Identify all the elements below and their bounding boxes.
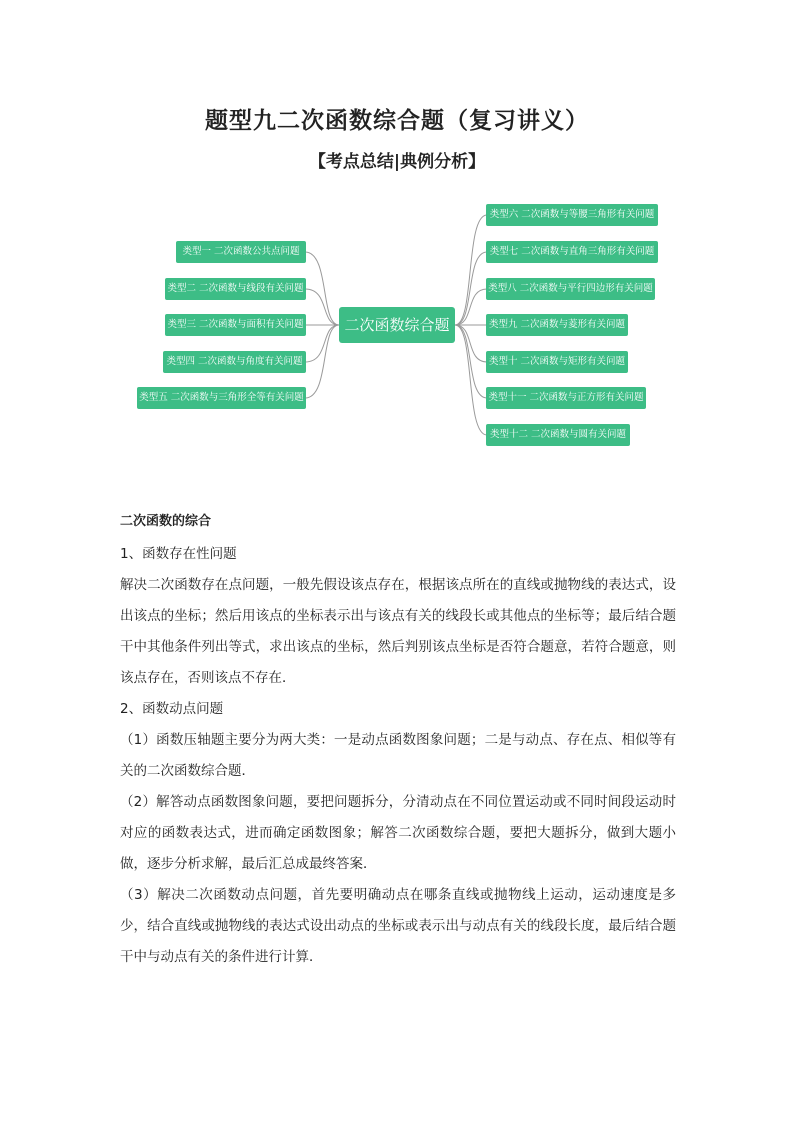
section-2-title: 2、函数动点问题 xyxy=(120,701,224,717)
page-subtitle: 【考点总结|典例分析】 xyxy=(308,152,486,172)
connector-right-3 xyxy=(455,289,487,325)
connector-left-4 xyxy=(305,325,339,362)
page-title: 题型九二次函数综合题（复习讲义） xyxy=(205,108,589,134)
mind-map-node-right-6: 类型十一 二次函数与正方形有关问题 xyxy=(486,387,646,409)
connector-right-7 xyxy=(455,325,487,435)
mind-map-node-right-4: 类型九 二次函数与菱形有关问题 xyxy=(486,314,628,336)
mind-map-node-right-7: 类型十二 二次函数与圆有关问题 xyxy=(486,424,630,446)
connector-right-5 xyxy=(455,325,487,362)
section-2-paragraph-1: （1）函数压轴题主要分为两大类：一是动点函数图象问题；二是与动点、存在点、相似等有关的二次函数综合题． xyxy=(120,732,676,779)
mind-map-node-left-1: 类型一 二次函数公共点问题 xyxy=(176,241,306,263)
section-heading: 二次函数的综合 xyxy=(120,514,212,529)
connector-right-1 xyxy=(455,215,487,325)
mind-map-node-right-5: 类型十 二次函数与矩形有关问题 xyxy=(486,351,628,373)
connector-left-2 xyxy=(305,289,339,325)
mind-map-node-right-1: 类型六 二次函数与等腰三角形有关问题 xyxy=(486,204,658,226)
content-body xyxy=(120,506,676,973)
mind-map-node-left-5: 类型五 二次函数与三角形全等有关问题 xyxy=(137,387,306,409)
mind-map-center: 二次函数综合题 xyxy=(339,307,455,343)
connector-left-1 xyxy=(305,252,339,325)
mind-map-node-right-2: 类型七 二次函数与直角三角形有关问题 xyxy=(486,241,658,263)
mind-map-node-left-3: 类型三 二次函数与面积有关问题 xyxy=(165,314,306,336)
mind-map-node-right-3: 类型八 二次函数与平行四边形有关问题 xyxy=(486,278,655,300)
mind-map-node-left-2: 类型二 二次函数与线段有关问题 xyxy=(165,278,306,300)
mind-map xyxy=(0,195,794,455)
section-1-paragraph: 解决二次函数存在点问题，一般先假设该点存在，根据该点所在的直线或抛物线的表达式，设出该点的坐标；然后用该点的坐标表示出与该点有关的线段长或其他点的坐标等；最后结合题干中其他条件列出等式，求出该点的坐标，然后判别该点坐标是否符合题意，若符合题意，则该点存在，否则该点不存在． xyxy=(120,577,676,686)
section-2-paragraph-3: （3）解决二次函数动点问题，首先要明确动点在哪条直线或抛物线上运动，运动速度是多少，结合直线或抛物线的表达式设出动点的坐标或表示出与动点有关的线段长度，最后结合题干中与动点有关的条件进行计算． xyxy=(120,887,676,965)
mind-map-node-left-4: 类型四 二次函数与角度有关问题 xyxy=(163,351,306,373)
section-2-paragraph-2: （2）解答动点函数图象问题，要把问题拆分，分清动点在不同位置运动或不同时间段运动时对应的函数表达式，进而确定函数图象；解答二次函数综合题，要把大题拆分，做到大题小做，逐步分析求解，最后汇总成最终答案． xyxy=(120,794,676,872)
section-1-title: 1、函数存在性问题 xyxy=(120,546,237,562)
